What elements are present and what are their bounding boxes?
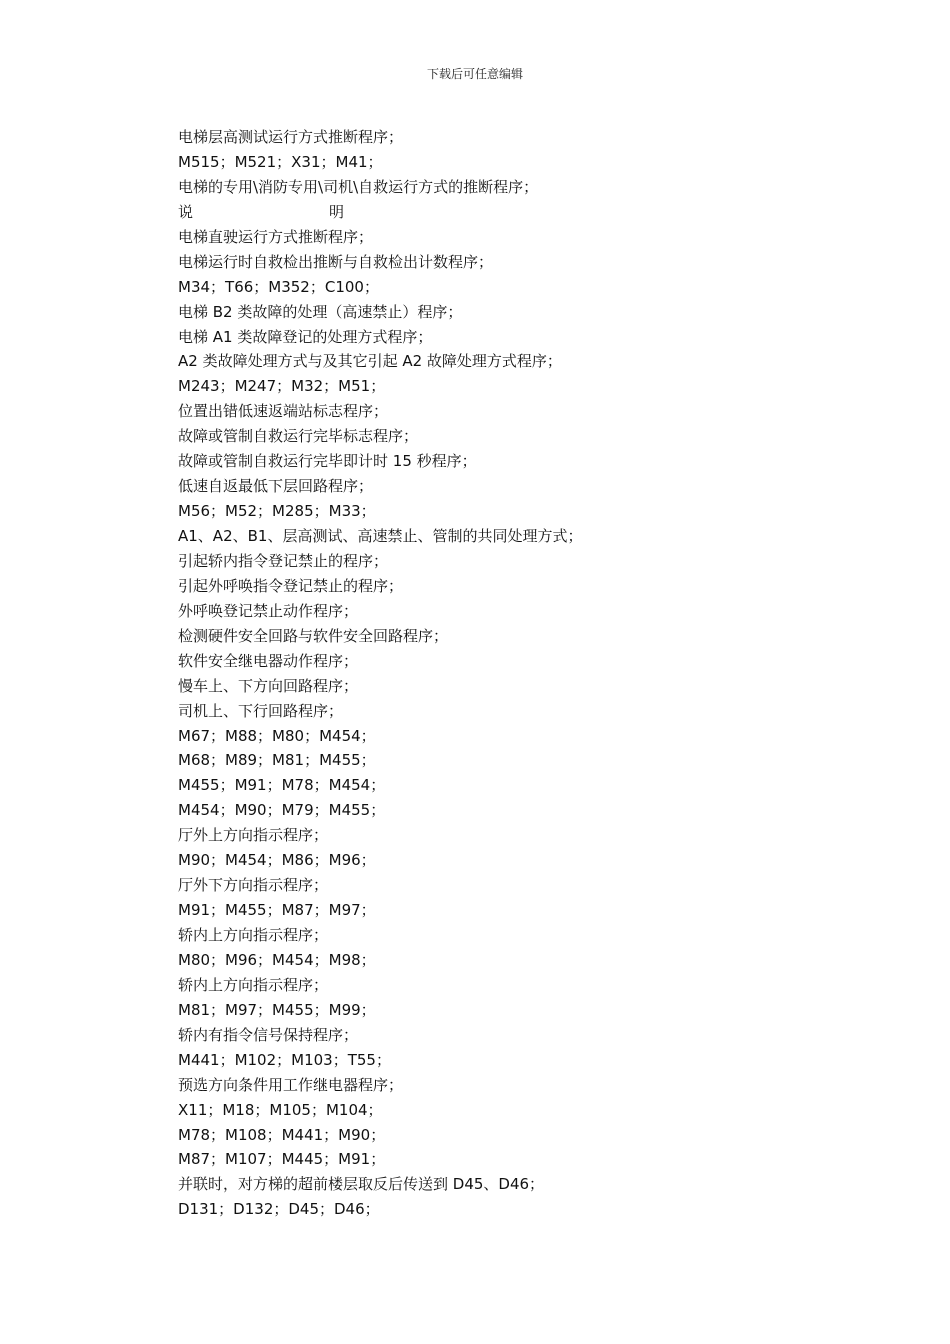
text-line: 检测硬件安全回路与软件安全回路程序； xyxy=(178,626,449,645)
text-line: 轿内上方向指示程序； xyxy=(178,975,329,994)
text-line: 故障或管制自救运行完毕即计时 15 秒程序； xyxy=(178,452,477,471)
text-line: M34；T66；M352；C100； xyxy=(178,277,379,296)
text-line: 外呼唤登记禁止动作程序； xyxy=(178,601,359,620)
text-line-spread xyxy=(178,200,344,225)
spread-right-char: 明 xyxy=(328,202,344,221)
text-line: M87；M107；M445；M91； xyxy=(178,1150,386,1169)
text-line: X11；M18；M105；M104； xyxy=(178,1100,383,1119)
text-line: M90；M454；M86；M96； xyxy=(178,851,376,870)
text-line: 预选方向条件用工作继电器程序； xyxy=(178,1075,404,1094)
text-line: 并联时，对方梯的超前楼层取反后传送到 D45、D46； xyxy=(178,1175,545,1194)
text-line: M515；M521；X31；M41； xyxy=(178,152,383,171)
spread-left-char: 说 xyxy=(178,202,194,221)
text-line: M91；M455；M87；M97； xyxy=(178,901,376,920)
text-line: D131；D132；D45；D46； xyxy=(178,1200,380,1219)
text-line: 电梯运行时自救检出推断与自救检出计数程序； xyxy=(178,252,494,271)
text-line: M56；M52；M285；M33； xyxy=(178,502,376,521)
text-line: M68；M89；M81；M455； xyxy=(178,751,376,770)
text-line: 电梯 B2 类故障的处理（高速禁止）程序； xyxy=(178,302,463,321)
text-line: 引起轿内指令登记禁止的程序； xyxy=(178,551,389,570)
text-line: 轿内上方向指示程序； xyxy=(178,926,329,944)
text-line: M441；M102；M103；T55； xyxy=(178,1050,391,1069)
text-line: 厅外上方向指示程序； xyxy=(178,826,329,845)
text-line: M78；M108；M441；M90； xyxy=(178,1125,386,1144)
text-line: 软件安全继电器动作程序； xyxy=(178,651,359,670)
text-line: 电梯的专用\消防专用\司机\自救运行方式的推断程序； xyxy=(178,177,539,196)
text-line: A2 类故障处理方式与及其它引起 A2 故障处理方式程序； xyxy=(178,352,562,371)
text-line: 电梯 A1 类故障登记的处理方式程序； xyxy=(178,327,433,346)
text-line: A1、A2、B1、层高测试、高速禁止、管制的共同处理方式； xyxy=(178,527,583,545)
text-line: 电梯直驶运行方式推断程序； xyxy=(178,227,374,246)
text-line: 厅外下方向指示程序； xyxy=(178,876,329,895)
text-line: M243；M247；M32；M51； xyxy=(178,377,386,396)
page-header: 下载后可任意编辑 xyxy=(426,67,523,81)
text-line: 低速自返最低下层回路程序； xyxy=(178,477,374,496)
text-line: M81；M97；M455；M99； xyxy=(178,1000,376,1019)
text-line: 故障或管制自救运行完毕标志程序； xyxy=(178,427,419,446)
text-line: M80；M96；M454；M98； xyxy=(178,950,376,969)
text-line: M455；M91；M78；M454； xyxy=(178,776,386,795)
text-line: 司机上、下行回路程序； xyxy=(178,701,344,720)
text-line: 电梯层高测试运行方式推断程序； xyxy=(178,128,404,146)
document-body xyxy=(178,125,878,1222)
text-line: M454；M90；M79；M455； xyxy=(178,801,386,820)
text-line: M67；M88；M80；M454； xyxy=(178,726,376,745)
text-line: 引起外呼唤指令登记禁止的程序； xyxy=(178,576,404,595)
text-line: 轿内有指令信号保持程序； xyxy=(178,1025,359,1044)
text-line: 位置出错低速返端站标志程序； xyxy=(178,402,389,421)
text-line: 慢车上、下方向回路程序； xyxy=(178,676,359,695)
